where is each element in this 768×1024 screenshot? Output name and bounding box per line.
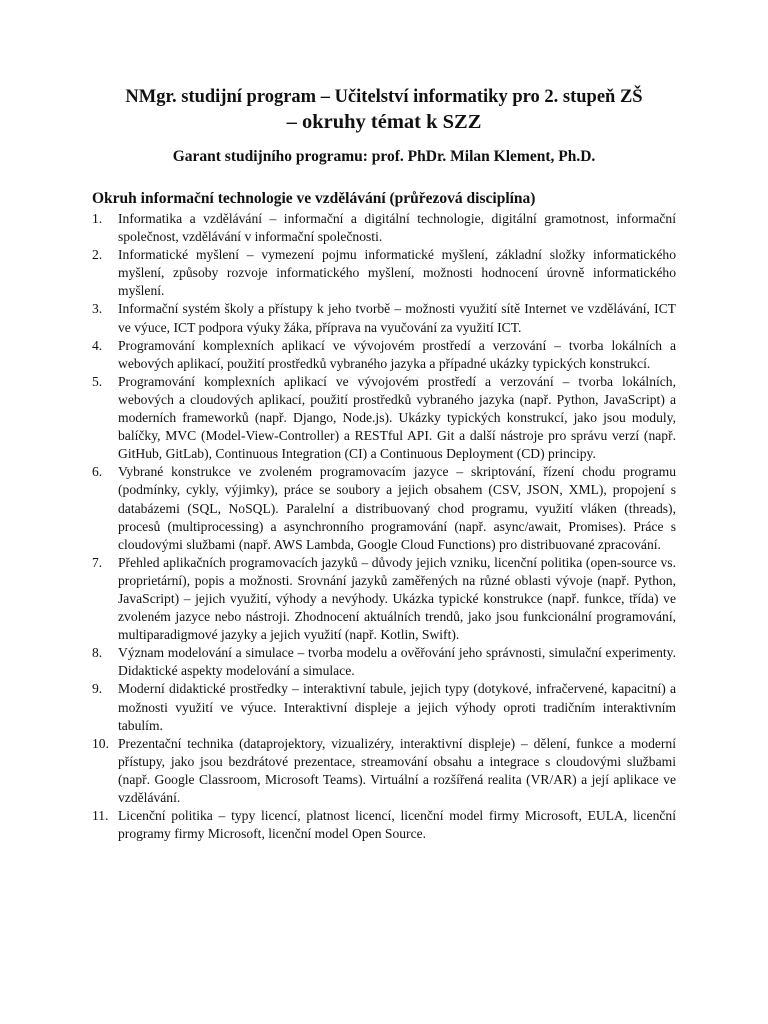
item-text: Význam modelování a simulace – tvorba modelu a ověřování jeho správnosti, simulační experimenty. Didaktické aspekty modelování a simulace. [118,645,676,679]
item-number: 2. [92,247,103,263]
item-number: 7. [92,554,103,570]
list-item [92,644,676,680]
item-text: Licenční politika – typy licencí, platnost licencí, licenční model firmy Microsoft, EULA, licenční programy firmy Microsoft, licenční model Open Source. [118,808,676,842]
list-item [92,300,676,336]
section-heading: Okruh informační technologie ve vzdělávání (průřezová disciplína) [92,190,536,207]
list-item [92,807,676,843]
document-page [92,86,676,843]
item-text: Informační systém školy a přístupy k jeho tvorbě – možnosti využití sítě Internet ve vzdělávání, ICT ve výuce, ICT podpora výuky žáka, příprava na vyučování za využití ICT. [118,301,676,335]
item-number: 11. [92,808,109,824]
list-item [92,246,676,300]
item-text: Moderní didaktické prostředky – interaktivní tabule, jejich typy (dotykové, infračervené, kapacitní) a možnosti využití ve výuce. Interaktivní displeje a jejich výhody oproti tradičním interaktivním tabulím. [118,681,676,733]
list-item [92,680,676,734]
item-text: Programování komplexních aplikací ve vývojovém prostředí a verzování – tvorba lokálních, webových a cloudových aplikací, použití prostředků vybraného jazyka (např. Python, JavaScript) a moderních frameworků (např. Django, Node.js). Ukázky typických konstrukcí, jako jsou moduly, balíčky, MVC (Model-View-Controller) a RESTful API. Git a další nástroje pro správu verzí (např. GitHub, GitLab), Continuous Integration (CI) a Continuous Deployment (CD) principy. [118,373,676,462]
item-text: Programování komplexních aplikací ve vývojovém prostředí a verzování – tvorba lokálních a webových aplikací, použití prostředků vybraného jazyka a případné ukázky typických konstrukcí. [118,337,676,371]
list-item [92,554,676,644]
list-item [92,735,676,807]
item-text: Informatické myšlení – vymezení pojmu informatické myšlení, základní složky informatického myšlení, způsoby rozvoje informatického myšlení, možnosti hodnocení úrovně informatického myšlení. [118,247,676,299]
item-text: Vybrané konstrukce ve zvoleném programovacím jazyce – skriptování, řízení chodu programu (podmínky, cykly, výjimky), práce se soubory a jejich obsahem (CSV, JSON, XML), propojení s databázemi (SQL, NoSQL). Paralelní a distribuovaný chod programu, využití vláken (threads), procesů (multiprocessing) a asynchronního programování (např. async/await, Promises). Práce s cloudovými službami (např. AWS Lambda, Google Cloud Functions) pro distribuované zpracování. [118,464,676,552]
item-number: 8. [92,645,103,661]
item-number: 5. [92,373,103,389]
item-number: 9. [92,681,103,697]
item-number: 3. [92,301,103,317]
item-number: 1. [92,211,103,226]
list-item [92,463,676,553]
list-item [92,337,676,373]
list-item [92,373,676,463]
item-text: Informatika a vzdělávání – informační a digitální technologie, digitální gramotnost, informační společnost, vzdělávání v informační společnosti. [118,211,676,245]
item-number: 10. [92,735,109,751]
topic-list [92,210,676,843]
item-number: 4. [92,337,103,353]
list-item [92,210,676,246]
item-text: Prezentační technika (dataprojektory, vizualizéry, interaktivní displeje) – dělení, funkce a moderní přístupy, jako jsou bezdrátové prezentace, streamování obsahu a integrace s cloudovými službami (např. Google Classroom, Microsoft Teams). Virtuální a rozšířená realita (VR/AR) a její aplikace ve vzdělávání. [118,735,676,805]
item-number: 6. [92,464,103,480]
title-line-2: – okruhy témat k SZZ [286,111,482,133]
document-title [92,86,676,135]
item-text: Přehled aplikačních programovacích jazyků – důvody jejich vzniku, licenční politika (open-source vs. proprietární), popis a možnosti. Srovnání jazyků zaměřených na různé oblasti vývoje (např. Python, JavaScript) – jejich využití, výhody a nevýhody. Ukázka typické konstrukce (např. funkce, třída) ve zvoleném jazyce nebo nástroji. Zhodnocení aktuálních trendů, jako jsou funkcionální programování, multiparadigmové jazyky a jejich využití (např. Kotlin, Swift). [118,554,676,643]
title-line-1: NMgr. studijní program – Učitelství informatiky pro 2. stupeň ZŠ [125,87,643,107]
program-guarantor: Garant studijního programu: prof. PhDr. Milan Klement, Ph.D. [172,148,596,165]
